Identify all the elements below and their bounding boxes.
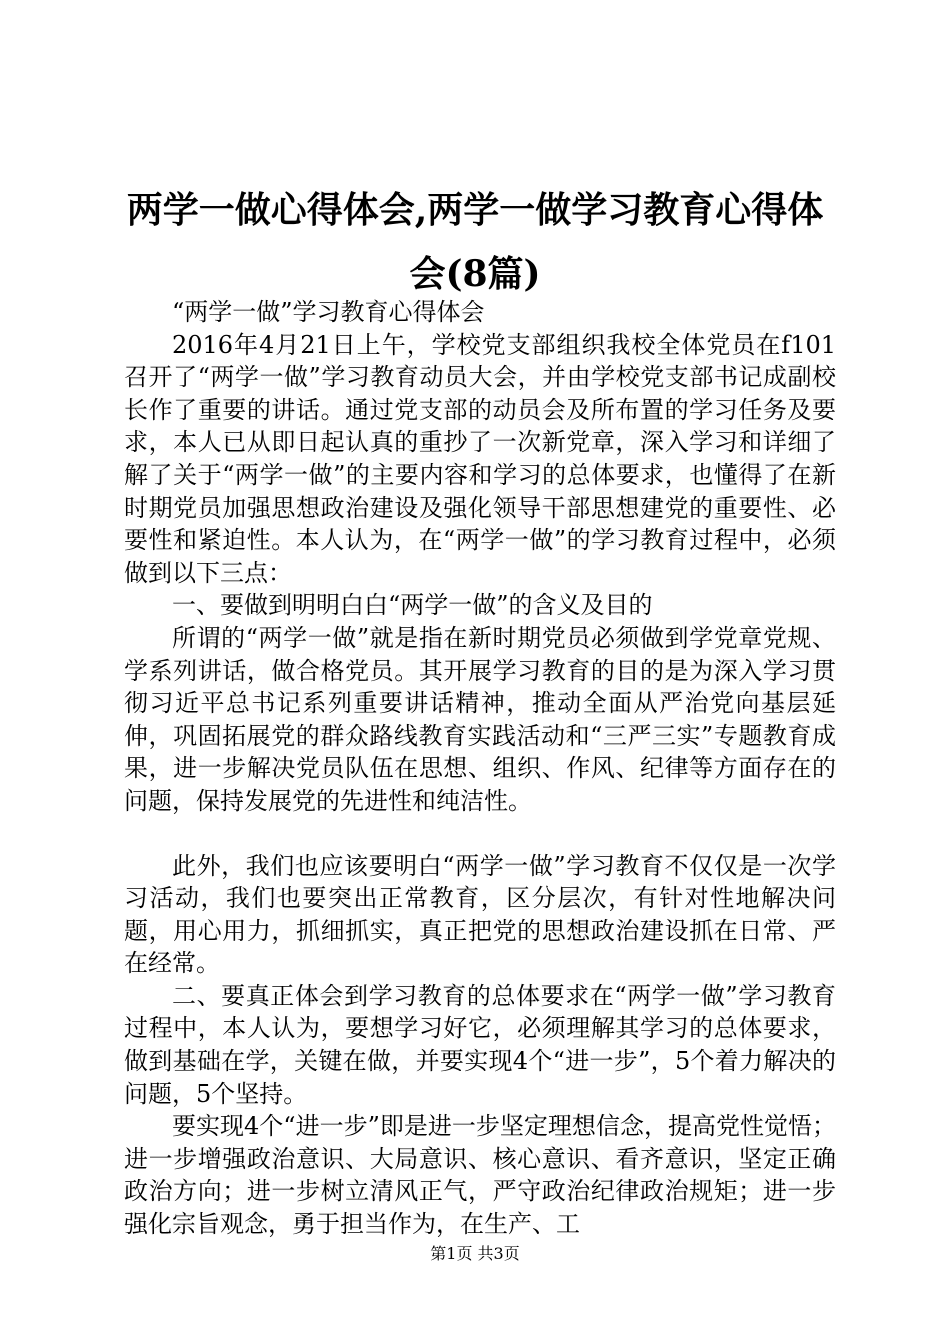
paragraph-subtitle: “两学一做”学习教育心得体会 bbox=[172, 298, 485, 326]
page-footer: 第1页 共3页 bbox=[430, 1244, 520, 1263]
paragraph-meaning: 所谓的“两学一做”就是指在新时期党员必须做到学党章党规、学系列讲话，做合格党员。其开展学习教育的目的是为深入学习贯彻习近平总书记系列重要讲话精神，推动全面从严治党向基层延伸，巩固拓展党的群众路线教育实践活动和“三严三实”专题教育成果，进一步解决党员队伍在思想、组织、作风、纪律等方面存在的问题，保持发展党的先进性和纯洁性。 bbox=[124, 623, 836, 815]
document-title: 两学一做心得体会,两学一做学习教育心得体会(8篇) bbox=[126, 189, 824, 295]
document-body bbox=[124, 296, 836, 1241]
paragraph-heading-two: 二、要真正体会到学习教育的总体要求在“两学一做”学习教育过程中，本人认为，要想学习好它，必须理解其学习的总体要求，做到基础在学，关键在做，并要实现4个“进一步”，5个着力解决的问题，5个坚持。 bbox=[124, 981, 836, 1108]
paragraph-four-steps: 要实现4个“进一步”即是进一步坚定理想信念，提高党性觉悟；进一步增强政治意识、大局意识、核心意识、看齐意识，坚定正确政治方向；进一步树立清风正气，严守政治纪律政治规矩；进一步强化宗旨观念，勇于担当作为，在生产、工 bbox=[124, 1112, 836, 1239]
paragraph-intro: 2016年4月21日上午，学校党支部组织我校全体党员在f101召开了“两学一做”学习教育动员大会，并由学校党支部书记成副校长作了重要的讲话。通过党支部的动员会及所布置的学习任务及要求，本人已从即日起认真的重抄了一次新党章，深入学习和详细了解了关于“两学一做”的主要内容和学习的总体要求，也懂得了在新时期党员加强思想政治建设及强化领导干部思想建党的重要性、必要性和紧迫性。本人认为，在“两学一做”的学习教育过程中，必须做到以下三点： bbox=[124, 330, 836, 587]
paragraph-besides: 此外，我们也应该要明白“两学一做”学习教育不仅仅是一次学习活动，我们也要突出正常教育，区分层次，有针对性地解决问题，用心用力，抓细抓实，真正把党的思想政治建设抓在日常、严在经常。 bbox=[124, 851, 836, 978]
paragraph-heading-one: 一、要做到明明白白“两学一做”的含义及目的 bbox=[172, 591, 653, 620]
